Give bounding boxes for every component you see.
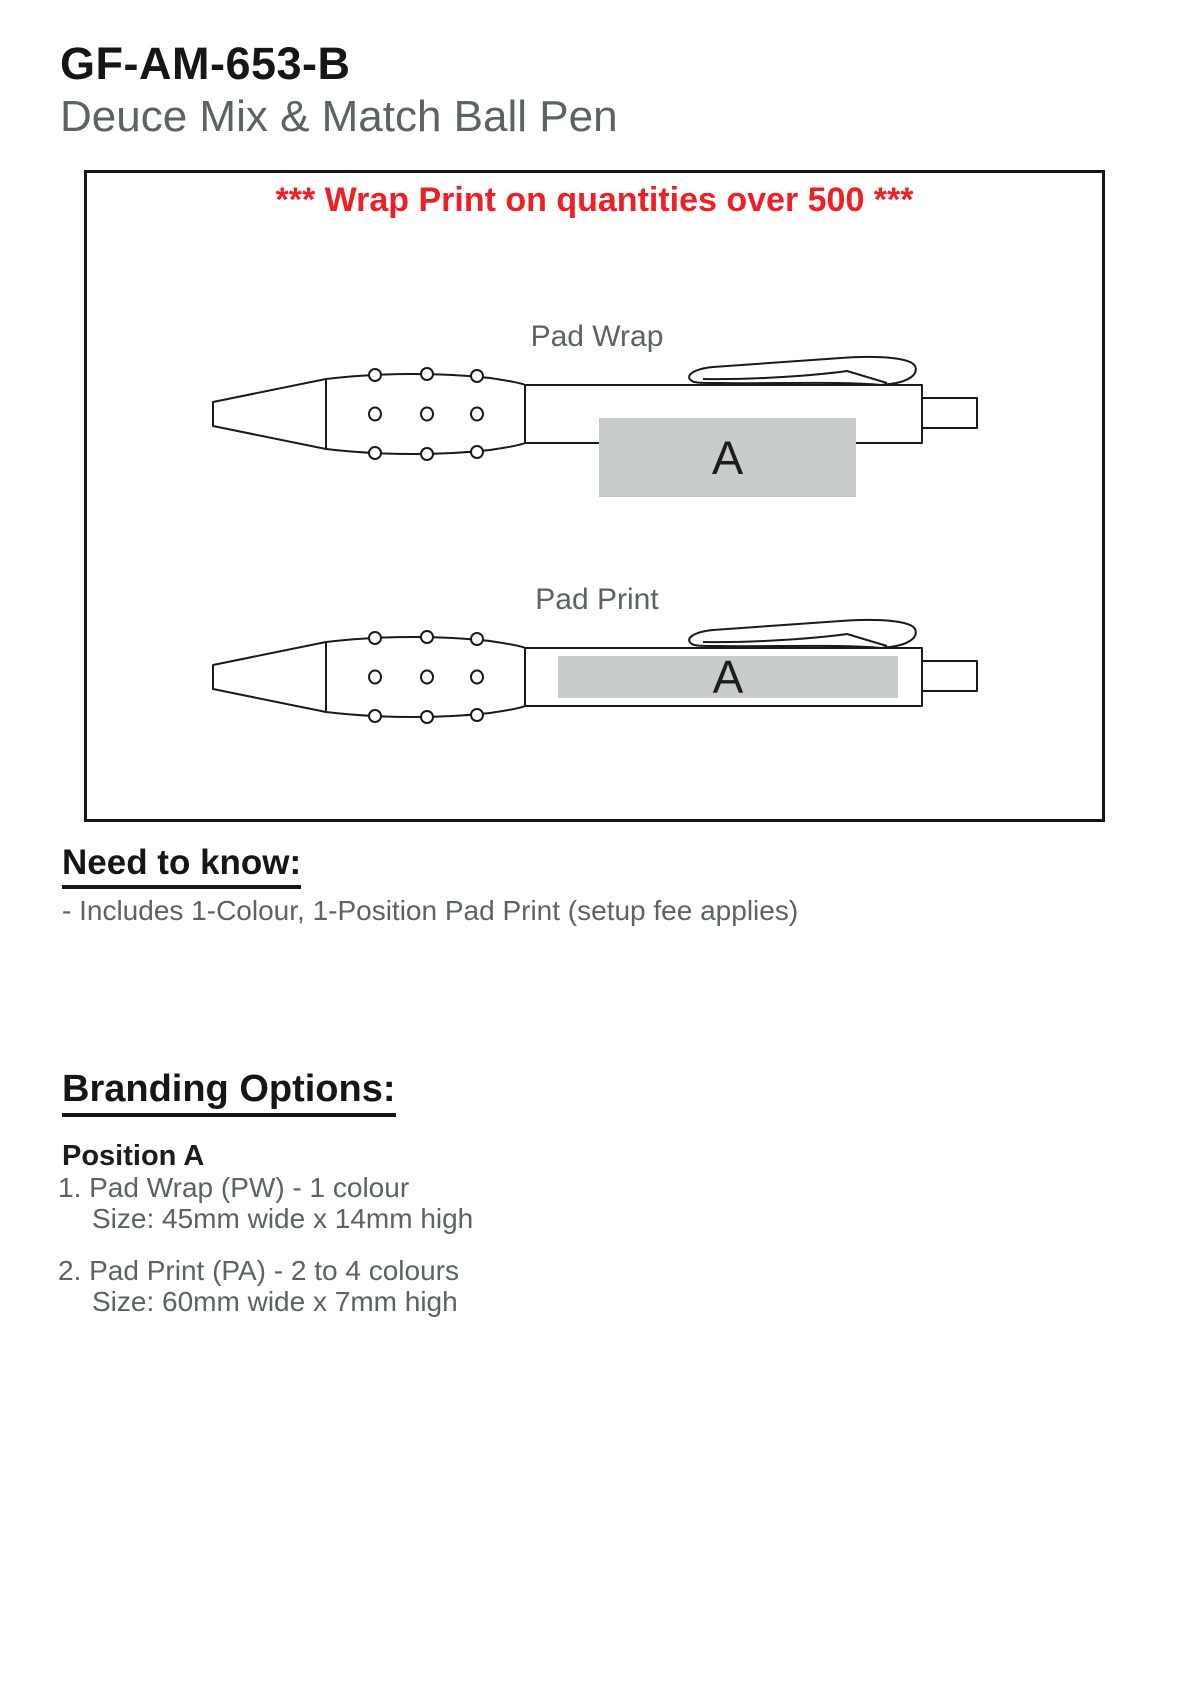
branding-option-2-line1: 2. Pad Print (PA) - 2 to 4 colours <box>58 1255 459 1286</box>
wrap-print-warning: *** Wrap Print on quantities over 500 *** <box>275 181 914 219</box>
product-code: GF-AM-653-B <box>60 38 351 89</box>
print-area-marker-pad-wrap: A <box>599 418 856 497</box>
product-name: Deuce Mix & Match Ball Pen <box>60 92 618 141</box>
branding-option-1-line2: Size: 45mm wide x 14mm high <box>92 1203 474 1234</box>
branding-option-2-line2: Size: 60mm wide x 7mm high <box>92 1286 458 1317</box>
pad-print-label: Pad Print <box>535 583 659 616</box>
branding-option-1-line1: 1. Pad Wrap (PW) - 1 colour <box>58 1172 410 1203</box>
branding-options-heading-text: Branding Options: <box>62 1068 396 1117</box>
print-area-marker-pad-print: A <box>558 656 898 698</box>
branding-options-heading <box>62 1068 396 1117</box>
need-to-know-heading <box>62 843 301 889</box>
pad-wrap-label: Pad Wrap <box>530 320 664 353</box>
need-to-know-heading-text: Need to know: <box>62 843 301 889</box>
need-to-know-item: - Includes 1-Colour, 1-Position Pad Print (setup fee applies) <box>62 895 799 926</box>
position-a-heading: Position A <box>62 1140 205 1172</box>
pen-illustration-pad-wrap <box>195 350 985 510</box>
